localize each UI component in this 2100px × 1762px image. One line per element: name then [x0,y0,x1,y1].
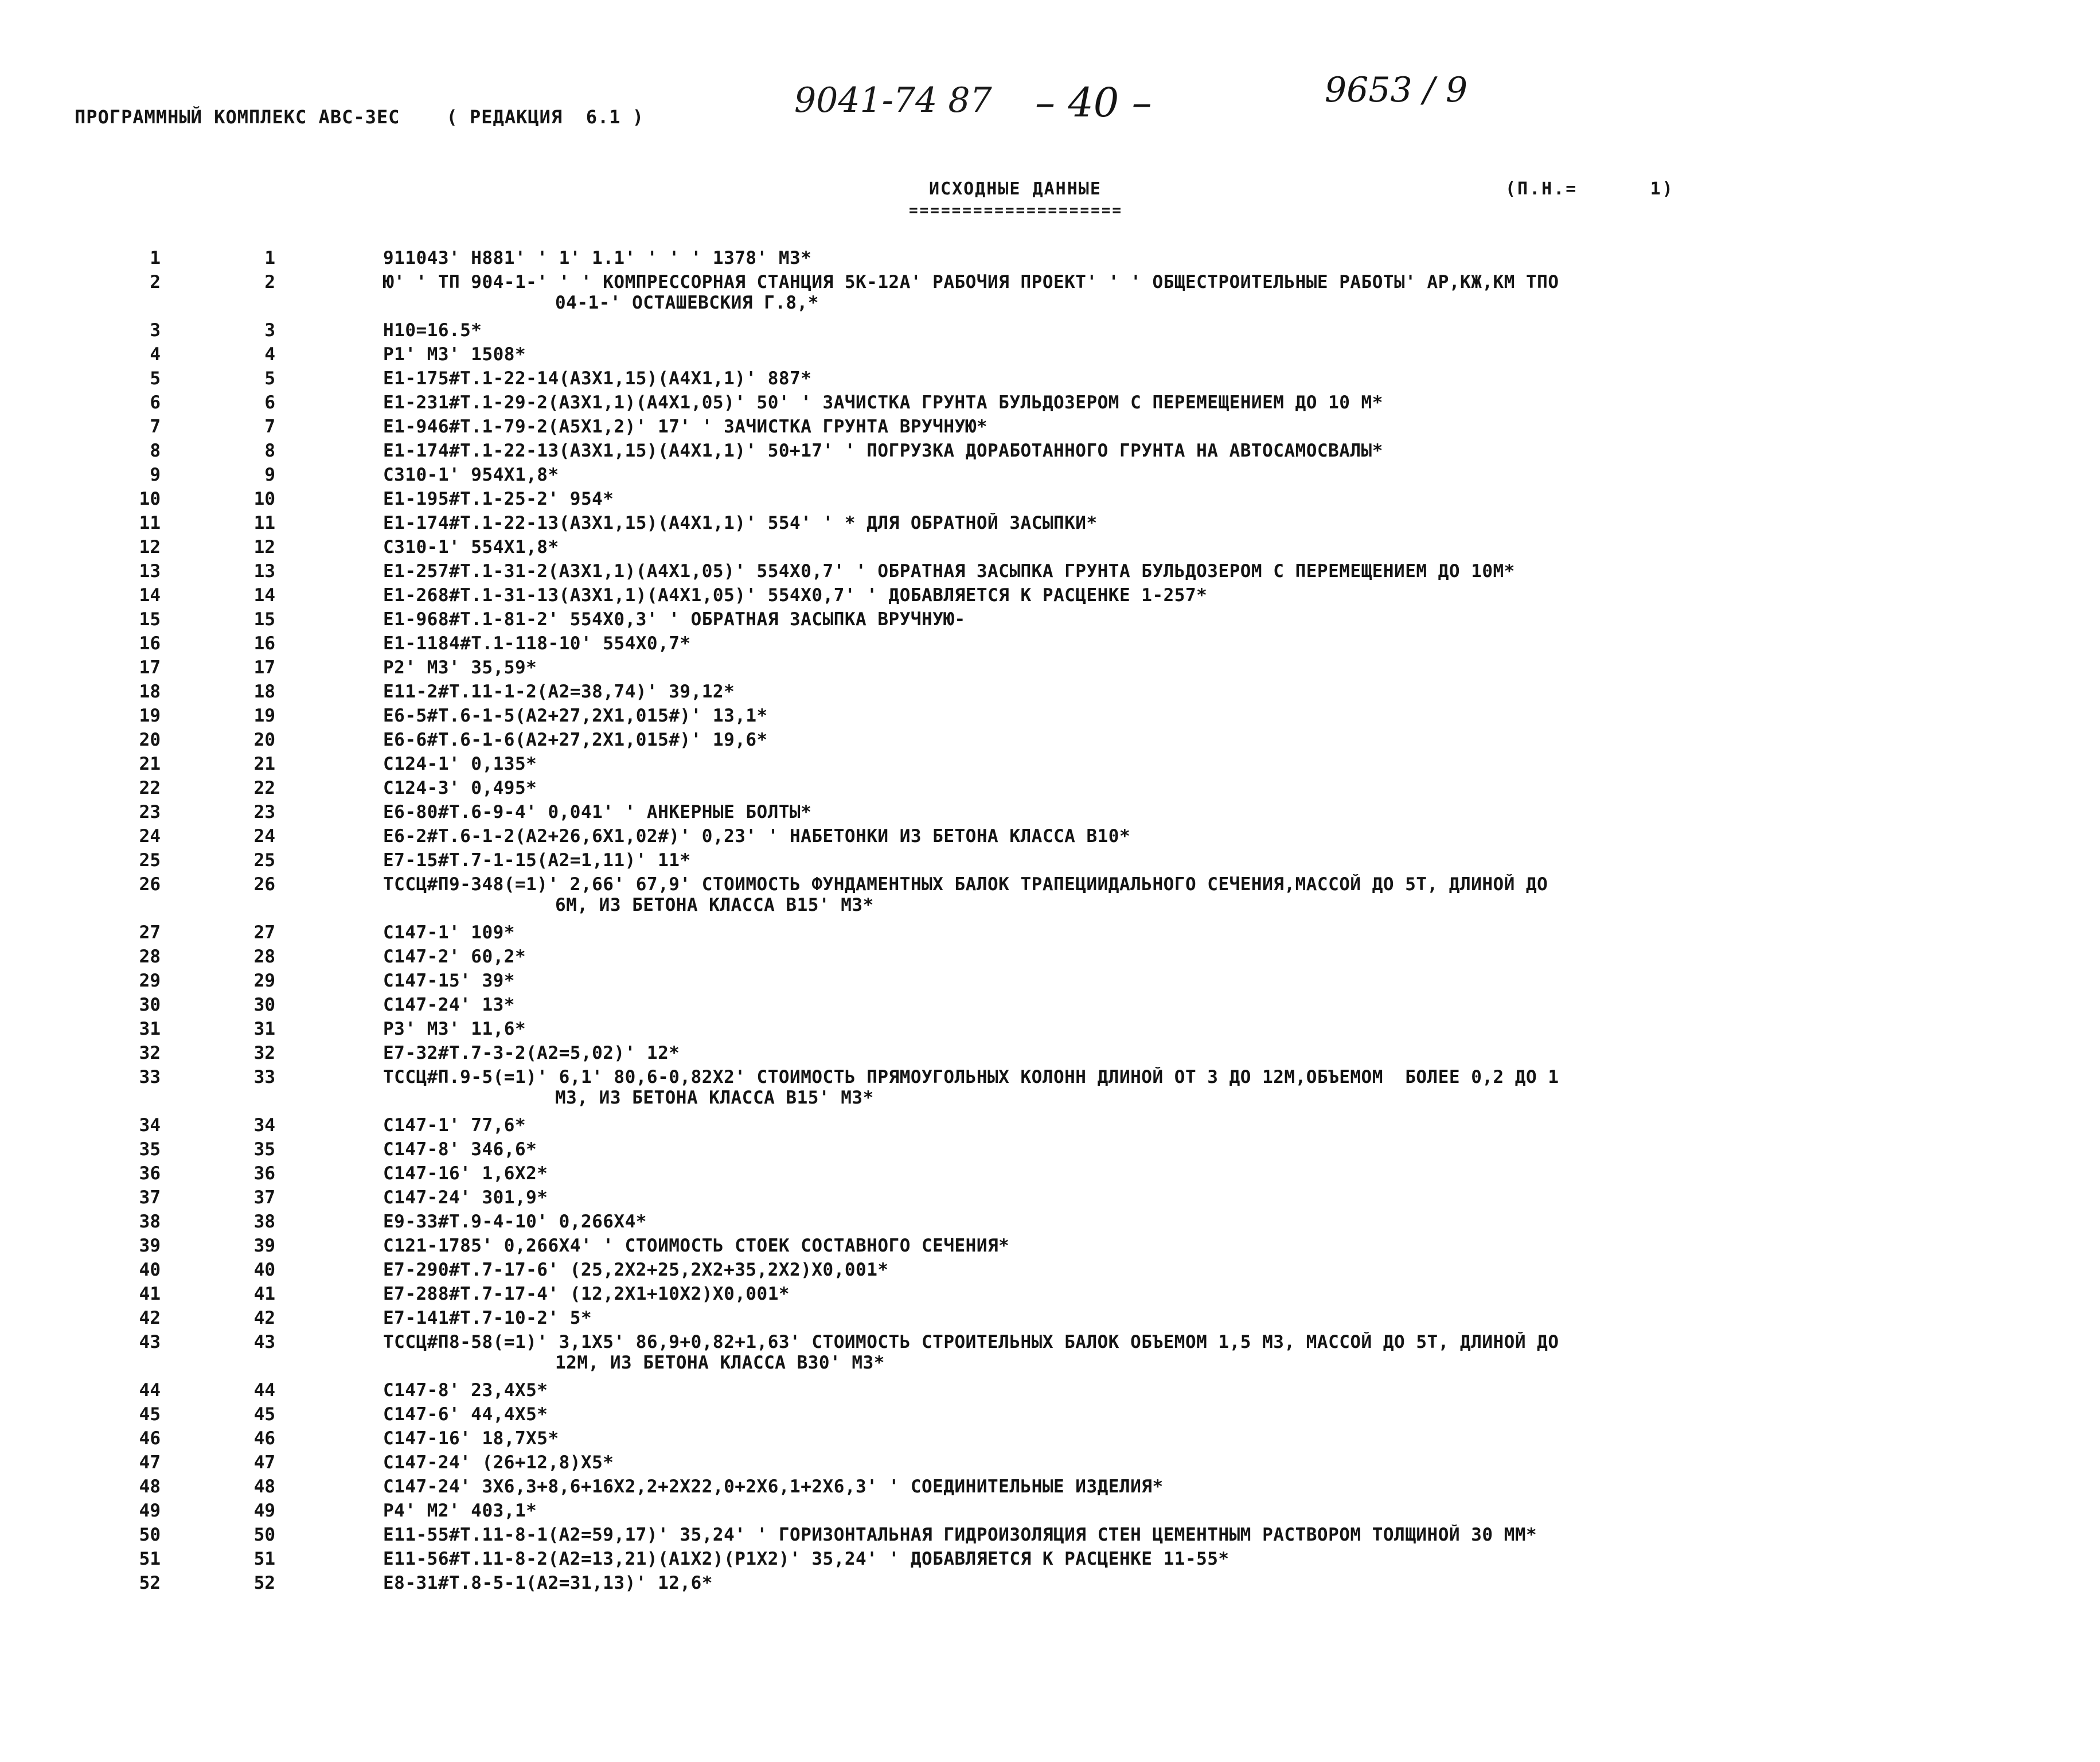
line-number: 18 [139,681,161,702]
listing-row [0,1019,2100,1043]
record-text-line: С147-24' (26+12,8)Х5* [383,1452,614,1473]
record-text-line: Е1-946#Т.1-79-2(А5Х1,2)' 17' ' ЗАЧИСТКА ГРУНТА ВРУЧНУЮ* [383,416,987,437]
record-number: 40 [253,1260,275,1280]
line-number: 32 [139,1043,161,1063]
line-number: 48 [139,1476,161,1497]
record-text [383,272,2046,313]
record-number: 31 [253,1019,275,1039]
line-number: 28 [139,946,161,967]
record-number: 23 [253,802,275,822]
line-number: 39 [139,1235,161,1256]
record-text-line: С147-1' 77,6* [383,1115,526,1136]
line-number: 41 [139,1284,161,1304]
record-text-line: Е1-195#Т.1-25-2' 954* [383,489,614,509]
record-number: 46 [253,1428,275,1449]
line-number: 36 [139,1163,161,1184]
record-text [383,1187,2046,1208]
record-text-line: С147-24' 3Х6,3+8,6+16Х2,2+2Х22,0+2Х6,1+2Х6,3' ' СОЕДИНИТЕЛЬНЫЕ ИЗДЕЛИЯ* [383,1476,1164,1497]
record-text-line: С147-8' 23,4Х5* [383,1380,548,1401]
record-text [383,922,2046,943]
listing-row [0,1308,2100,1332]
listing-row [0,1476,2100,1500]
record-number: 14 [253,585,275,606]
record-text [383,1549,2046,1569]
record-text [383,1139,2046,1160]
listing-row [0,730,2100,754]
line-number: 13 [139,561,161,582]
record-text-line: Е7-15#Т.7-1-15(А2=1,11)' 11* [383,850,691,871]
record-number: 19 [253,705,275,726]
listing-row [0,874,2100,922]
record-number: 28 [253,946,275,967]
record-text [383,1573,2046,1593]
record-text [383,778,2046,798]
record-text [383,1428,2046,1449]
record-number: 13 [253,561,275,582]
record-text [383,416,2046,437]
record-text-line: С147-1' 109* [383,922,515,943]
record-number: 24 [253,826,275,847]
record-text [383,392,2046,413]
record-number: 22 [253,778,275,798]
record-text [383,1452,2046,1473]
page-number: – 40 – [1035,79,1152,126]
line-number: 50 [139,1525,161,1545]
record-number: 50 [253,1525,275,1545]
record-number: 37 [253,1187,275,1208]
listing-row [0,681,2100,705]
record-number: 6 [264,392,275,413]
listing-row [0,1525,2100,1549]
line-number: 35 [139,1139,161,1160]
record-text-line: ТССЦ#П9-348(=1)' 2,66' 67,9' СТОИМОСТЬ ФУНДАМЕНТНЫХ БАЛОК ТРАПЕЦИИДАЛЬНОГО СЕЧЕНИЯ,МАССОЙ ДО 5Т, ДЛИНОЙ ДО [383,874,1548,895]
record-text-line: С147-24' 301,9* [383,1187,548,1208]
record-text [383,1067,2046,1108]
line-number: 40 [139,1260,161,1280]
record-text-line: Е1-968#Т.1-81-2' 554Х0,3' ' ОБРАТНАЯ ЗАСЫПКА ВРУЧНУЮ- [383,609,966,630]
listing-row [0,1139,2100,1163]
record-text [383,489,2046,509]
listing-row [0,1067,2100,1115]
listing-row [0,995,2100,1019]
record-text [383,248,2046,268]
record-number: 10 [253,489,275,509]
record-text [383,561,2046,582]
listing-row [0,1260,2100,1284]
record-text [383,970,2046,991]
record-number: 30 [253,995,275,1015]
record-text [383,802,2046,822]
line-number: 15 [139,609,161,630]
line-number: 34 [139,1115,161,1136]
listing-row [0,1573,2100,1597]
listing-row [0,946,2100,970]
record-text-line: Е1-174#Т.1-22-13(А3Х1,15)(А4Х1,1)' 554' ' * ДЛЯ ОБРАТНОЙ ЗАСЫПКИ* [383,513,1098,533]
record-number: 3 [264,320,275,341]
record-text [383,705,2046,726]
record-text-line: С310-1' 954Х1,8* [383,465,559,485]
record-text-line: С147-15' 39* [383,970,515,991]
record-text [383,633,2046,654]
listing-row [0,1332,2100,1380]
line-number: 16 [139,633,161,654]
record-text-line: ТССЦ#П8-58(=1)' 3,1Х5' 86,9+0,82+1,63' СТОИМОСТЬ СТРОИТЕЛЬНЫХ БАЛОК ОБЪЕМОМ 1,5 М3, МАССОЙ ДО 5Т, ДЛИНОЙ ДО [383,1332,1559,1352]
record-text [383,1211,2046,1232]
line-number: 6 [150,392,161,413]
record-text-line: С147-2' 60,2* [383,946,526,967]
record-text-line: Е7-288#Т.7-17-4' (12,2Х1+10Х2)Х0,001* [383,1284,790,1304]
line-number: 14 [139,585,161,606]
line-number: 17 [139,657,161,678]
record-text-line: С124-3' 0,495* [383,778,537,798]
listing [0,248,2100,1597]
line-number: 52 [139,1573,161,1593]
record-text-line: С124-1' 0,135* [383,754,537,774]
record-text-continuation: М3, ИЗ БЕТОНА КЛАССА В15' М3* [555,1087,874,1108]
line-number: 31 [139,1019,161,1039]
record-text [383,730,2046,750]
record-number: 2 [264,272,275,293]
line-number: 46 [139,1428,161,1449]
listing-row [0,561,2100,585]
listing-row [0,537,2100,561]
line-number: 23 [139,802,161,822]
listing-row [0,826,2100,850]
record-number: 32 [253,1043,275,1063]
line-number: 4 [150,344,161,365]
record-text-line: Р3' М3' 11,6* [383,1019,526,1039]
record-text-line: Е9-33#Т.9-4-10' 0,266Х4* [383,1211,647,1232]
record-number: 35 [253,1139,275,1160]
record-number: 21 [253,754,275,774]
listing-row [0,1187,2100,1211]
listing-row [0,1235,2100,1260]
record-text-line: Е11-55#Т.11-8-1(А2=59,17)' 35,24' ' ГОРИЗОНТАЛЬНАЯ ГИДРОИЗОЛЯЦИЯ СТЕН ЦЕМЕНТНЫМ РАСТВОРОМ ТОЛЩИНОЙ 30 ММ* [383,1525,1537,1545]
listing-row [0,465,2100,489]
record-text [383,1260,2046,1280]
record-text [383,1163,2046,1184]
record-text [383,1043,2046,1063]
line-number: 47 [139,1452,161,1473]
record-number: 4 [264,344,275,365]
listing-row [0,754,2100,778]
listing-row [0,320,2100,344]
record-number: 26 [253,874,275,895]
record-text-line: Е1-257#Т.1-31-2(А3Х1,1)(А4Х1,05)' 554Х0,7' ' ОБРАТНАЯ ЗАСЫПКА ГРУНТА БУЛЬДОЗЕРОМ С ПЕРЕМЕЩЕНИЕМ ДО 10М* [383,561,1515,582]
record-text-line: Р4' М2' 403,1* [383,1500,537,1521]
record-text-line: Е1-231#Т.1-29-2(А3Х1,1)(А4Х1,05)' 50' ' ЗАЧИСТКА ГРУНТА БУЛЬДОЗЕРОМ С ПЕРЕМЕЩЕНИЕМ ДО 10 М* [383,392,1383,413]
record-number: 1 [264,248,275,268]
line-number: 26 [139,874,161,895]
record-number: 41 [253,1284,275,1304]
record-number: 49 [253,1500,275,1521]
record-text [383,874,2046,915]
record-text-line: 911043' Н881' ' 1' 1.1' ' ' ' 1378' М3* [383,248,812,268]
record-number: 45 [253,1404,275,1425]
record-text [383,1115,2046,1136]
record-text-line: Е1-1184#Т.1-118-10' 554Х0,7* [383,633,691,654]
record-text [383,585,2046,606]
record-text [383,1284,2046,1304]
document-number: 9653 / 9 [1325,70,1468,110]
record-number: 7 [264,416,275,437]
line-number: 7 [150,416,161,437]
record-text-line: Е6-5#Т.6-1-5(А2+27,2Х1,015#)' 13,1* [383,705,768,726]
listing-row [0,1428,2100,1452]
record-text-line: Е7-32#Т.7-3-2(А2=5,02)' 12* [383,1043,680,1063]
record-text [383,537,2046,558]
listing-row [0,705,2100,730]
record-text [383,1332,2046,1373]
record-number: 11 [253,513,275,533]
record-number: 5 [264,368,275,389]
line-number: 24 [139,826,161,847]
record-number: 29 [253,970,275,991]
listing-row [0,1380,2100,1404]
record-text-continuation: 6М, ИЗ БЕТОНА КЛАССА В15' М3* [555,895,874,915]
listing-row [0,392,2100,416]
line-number: 29 [139,970,161,991]
listing-row [0,1404,2100,1428]
listing-row [0,970,2100,995]
record-text [383,368,2046,389]
record-text [383,1500,2046,1521]
record-text [383,513,2046,533]
line-number: 43 [139,1332,161,1352]
line-number: 30 [139,995,161,1015]
program-header: ПРОГРАММНЫЙ КОМПЛЕКС АВС-ЗЕС ( РЕДАКЦИЯ 6.1 ) [75,106,645,128]
record-text-line: Е7-141#Т.7-10-2' 5* [383,1308,592,1328]
section-title-underline: ==================== [909,202,1123,219]
record-text-line: С147-16' 18,7Х5* [383,1428,559,1449]
record-number: 51 [253,1549,275,1569]
record-number: 44 [253,1380,275,1401]
record-text [383,826,2046,847]
record-number: 39 [253,1235,275,1256]
line-number: 1 [150,248,161,268]
line-number: 49 [139,1500,161,1521]
record-text-line: С147-8' 346,6* [383,1139,537,1160]
record-text-line: С147-6' 44,4Х5* [383,1404,548,1425]
listing-row [0,344,2100,368]
line-number: 2 [150,272,161,293]
record-text [383,995,2046,1015]
record-text-line: Е1-174#Т.1-22-13(А3Х1,15)(А4Х1,1)' 50+17' ' ПОГРУЗКА ДОРАБОТАННОГО ГРУНТА НА АВТОСАМОСВАЛЫ* [383,440,1383,461]
record-text [383,946,2046,967]
section-params: (П.Н.= 1) [1505,179,1674,199]
listing-row [0,440,2100,465]
record-text [383,344,2046,365]
record-text-line: Е6-6#Т.6-1-6(А2+27,2Х1,015#)' 19,6* [383,730,768,750]
line-number: 11 [139,513,161,533]
record-text-line: Е6-2#Т.6-1-2(А2+26,6Х1,02#)' 0,23' ' НАБЕТОНКИ ИЗ БЕТОНА КЛАССА В10* [383,826,1131,847]
line-number: 25 [139,850,161,871]
record-text [383,320,2046,341]
line-number: 33 [139,1067,161,1087]
record-number: 48 [253,1476,275,1497]
listing-row [0,1115,2100,1139]
record-text-line: С121-1785' 0,266Х4' ' СТОИМОСТЬ СТОЕК СОСТАВНОГО СЕЧЕНИЯ* [383,1235,1010,1256]
line-number: 12 [139,537,161,558]
record-number: 16 [253,633,275,654]
listing-row [0,1549,2100,1573]
line-number: 27 [139,922,161,943]
listing-row [0,585,2100,609]
handwritten-number: 9041-74 87 [794,80,992,120]
record-number: 34 [253,1115,275,1136]
record-text-continuation: 04-1-' ОСТАШЕВСКИЯ Г.8,* [555,293,819,313]
record-text [383,681,2046,702]
record-number: 43 [253,1332,275,1352]
line-number: 5 [150,368,161,389]
record-number: 17 [253,657,275,678]
record-text-continuation: 12М, ИЗ БЕТОНА КЛАССА В30' М3* [555,1352,885,1373]
record-text [383,440,2046,461]
listing-row [0,1211,2100,1235]
listing-row [0,489,2100,513]
record-text-line: Н10=16.5* [383,320,482,341]
record-number: 27 [253,922,275,943]
record-text-line: С147-16' 1,6Х2* [383,1163,548,1184]
record-text-line: ТССЦ#П.9-5(=1)' 6,1' 80,6-0,82Х2' СТОИМОСТЬ ПРЯМОУГОЛЬНЫХ КОЛОНН ДЛИНОЙ ОТ 3 ДО 12М,ОБЪЕМОМ БОЛЕЕ 0,2 ДО 1 [383,1067,1559,1087]
listing-row [0,1163,2100,1187]
section-title: ИСХОДНЫЕ ДАННЫЕ [929,179,1102,199]
record-number: 25 [253,850,275,871]
listing-row [0,1500,2100,1525]
line-number: 22 [139,778,161,798]
record-text [383,1525,2046,1545]
record-text-line: Е11-56#Т.11-8-2(А2=13,21)(А1Х2)(Р1Х2)' 35,24' ' ДОБАВЛЯЕТСЯ К РАСЦЕНКЕ 11-55* [383,1549,1229,1569]
record-number: 12 [253,537,275,558]
record-number: 20 [253,730,275,750]
line-number: 42 [139,1308,161,1328]
line-number: 44 [139,1380,161,1401]
record-text-line: С147-24' 13* [383,995,515,1015]
record-text-line: Р1' М3' 1508* [383,344,526,365]
line-number: 21 [139,754,161,774]
record-text-line: С310-1' 554Х1,8* [383,537,559,558]
line-number: 8 [150,440,161,461]
listing-row [0,272,2100,320]
line-number: 10 [139,489,161,509]
line-number: 38 [139,1211,161,1232]
record-text-line: Е6-80#Т.6-9-4' 0,041' ' АНКЕРНЫЕ БОЛТЫ* [383,802,812,822]
record-text-line: Е11-2#Т.11-1-2(А2=38,74)' 39,12* [383,681,735,702]
listing-row [0,513,2100,537]
listing-row [0,802,2100,826]
record-text-line: Е7-290#Т.7-17-6' (25,2Х2+25,2Х2+35,2Х2)Х0,001* [383,1260,889,1280]
listing-row [0,1452,2100,1476]
record-text [383,1235,2046,1256]
listing-row [0,633,2100,657]
listing-row [0,248,2100,272]
record-text-line: Е8-31#Т.8-5-1(А2=31,13)' 12,6* [383,1573,713,1593]
listing-row [0,368,2100,392]
record-text [383,609,2046,630]
record-number: 42 [253,1308,275,1328]
listing-row [0,1043,2100,1067]
record-text [383,1308,2046,1328]
listing-row [0,778,2100,802]
line-number: 51 [139,1549,161,1569]
record-text [383,850,2046,871]
record-text [383,657,2046,678]
record-number: 47 [253,1452,275,1473]
line-number: 19 [139,705,161,726]
record-text [383,1476,2046,1497]
listing-row [0,657,2100,681]
record-number: 33 [253,1067,275,1087]
line-number: 3 [150,320,161,341]
record-text [383,1380,2046,1401]
record-text [383,754,2046,774]
listing-row [0,922,2100,946]
record-text [383,465,2046,485]
record-number: 38 [253,1211,275,1232]
listing-row [0,850,2100,874]
record-number: 15 [253,609,275,630]
line-number: 37 [139,1187,161,1208]
line-number: 20 [139,730,161,750]
record-number: 18 [253,681,275,702]
listing-row [0,416,2100,440]
record-number: 8 [264,440,275,461]
line-number: 9 [150,465,161,485]
record-text [383,1019,2046,1039]
line-number: 45 [139,1404,161,1425]
record-text-line: Р2' М3' 35,59* [383,657,537,678]
record-text-line: Е1-175#Т.1-22-14(А3Х1,15)(А4Х1,1)' 887* [383,368,812,389]
record-number: 52 [253,1573,275,1593]
record-number: 9 [264,465,275,485]
record-number: 36 [253,1163,275,1184]
record-text-line: Е1-268#Т.1-31-13(А3Х1,1)(А4Х1,05)' 554Х0,7' ' ДОБАВЛЯЕТСЯ К РАСЦЕНКЕ 1-257* [383,585,1208,606]
listing-row [0,609,2100,633]
listing-row [0,1284,2100,1308]
record-text [383,1404,2046,1425]
record-text-line: Ю' ' ТП 904-1-' ' ' КОМПРЕССОРНАЯ СТАНЦИЯ 5К-12А' РАБОЧИЯ ПРОЕКТ' ' ' ОБЩЕСТРОИТЕЛЬНЫЕ РАБОТЫ' АР,КЖ,КМ ТПО [383,272,1559,293]
